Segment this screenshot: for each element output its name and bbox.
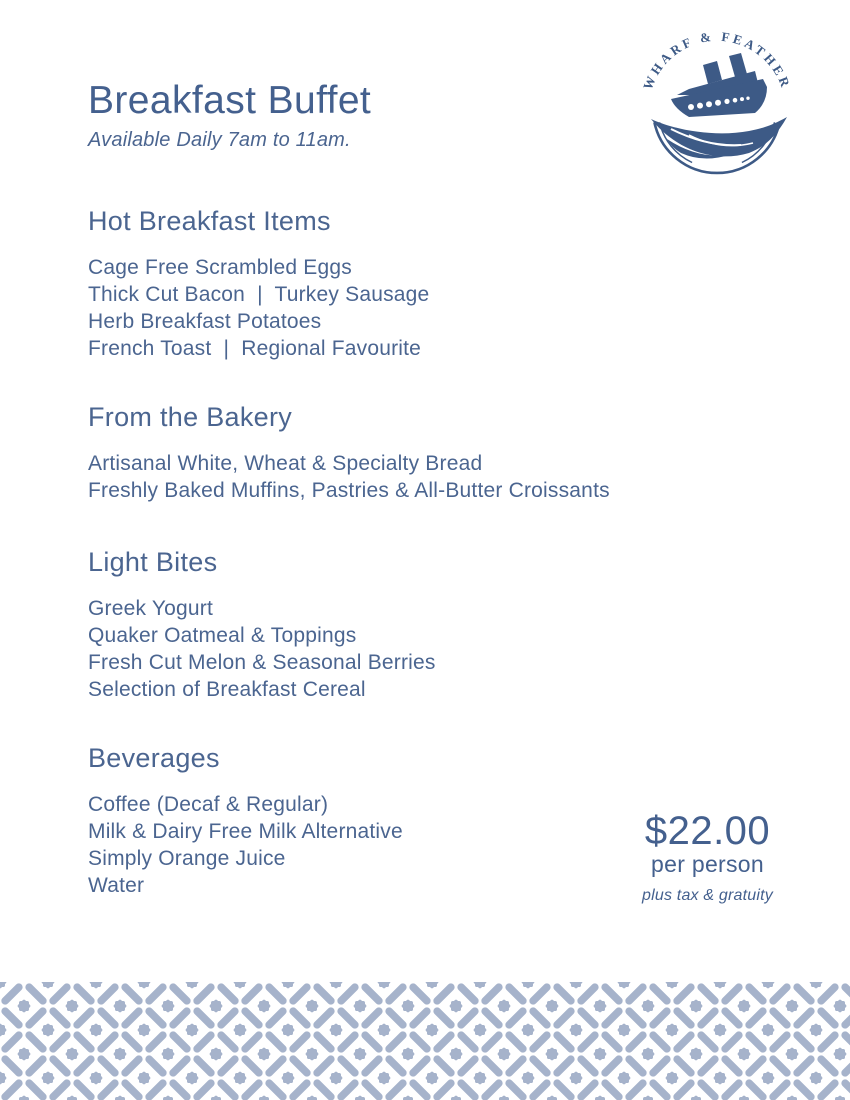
menu-item: Selection of Breakfast Cereal <box>88 678 366 702</box>
pattern-fill <box>0 982 850 1100</box>
menu-item: Herb Breakfast Potatoes <box>88 310 322 334</box>
menu-item: French Toast | Regional Favourite <box>88 337 422 361</box>
menu-section <box>88 206 429 362</box>
section-heading: Hot Breakfast Items <box>88 206 331 236</box>
menu-header <box>88 80 371 152</box>
section-item-list <box>88 450 610 504</box>
menu-section <box>88 547 436 703</box>
brand-arc-text: WHARF & FEATHER <box>639 28 795 92</box>
menu-item: Water <box>88 874 145 898</box>
steamship-icon <box>671 53 767 117</box>
menu-item: Thick Cut Bacon | Turkey Sausage <box>88 283 430 307</box>
page-title: Breakfast Buffet <box>88 79 372 122</box>
price-amount: $22.00 <box>644 809 771 853</box>
section-heading: Light Bites <box>88 547 218 577</box>
menu-item: Artisanal White, Wheat & Specialty Bread <box>88 452 483 476</box>
price-block <box>630 810 785 905</box>
page-subtitle: Available Daily 7am to 11am. <box>88 128 351 151</box>
price-note: plus tax & gratuity <box>642 887 773 905</box>
menu-item: Coffee (Decaf & Regular) <box>88 793 329 817</box>
section-item-list <box>88 791 403 899</box>
menu-item: Simply Orange Juice <box>88 847 286 871</box>
section-heading: From the Bakery <box>88 402 293 432</box>
tile-pattern-icon <box>0 982 850 1100</box>
section-item-list <box>88 254 429 362</box>
menu-item: Greek Yogurt <box>88 597 213 621</box>
menu-item: Cage Free Scrambled Eggs <box>88 256 352 280</box>
menu-item: Freshly Baked Muffins, Pastries & All-Butter Croissants <box>88 479 610 503</box>
wharf-and-feather-logo-icon <box>637 22 797 194</box>
menu-item: Fresh Cut Melon & Seasonal Berries <box>88 651 436 675</box>
menu-item: Quaker Oatmeal & Toppings <box>88 624 357 648</box>
section-item-list <box>88 595 436 703</box>
brand-logo <box>637 22 797 194</box>
decorative-tile-pattern <box>0 982 850 1100</box>
menu-section <box>88 743 403 899</box>
price-unit: per person <box>651 851 764 877</box>
section-heading: Beverages <box>88 743 220 773</box>
menu-item: Milk & Dairy Free Milk Alternative <box>88 820 403 844</box>
menu-section <box>88 402 610 504</box>
